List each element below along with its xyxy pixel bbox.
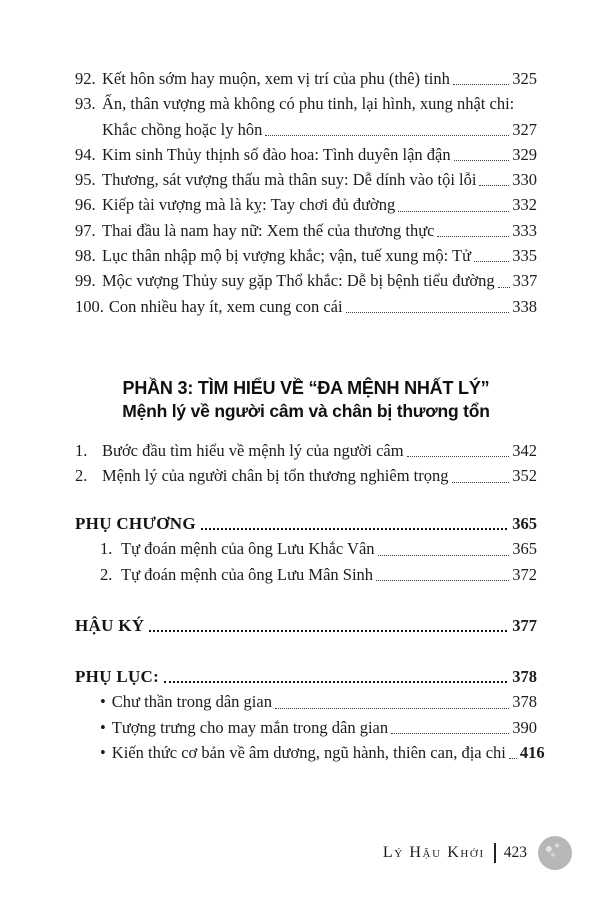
entry-title: Ấn, thân vượng mà không có phu tinh, lại hình, xung nhật chi:	[102, 94, 515, 114]
entry-page: 372	[512, 564, 537, 584]
entry-number: 99.	[75, 271, 96, 291]
page-decoration-circle-icon	[538, 836, 572, 870]
entry-number: 2.	[100, 564, 113, 584]
entry-page: 335	[512, 246, 537, 266]
toc-entry	[75, 294, 537, 319]
page-footer	[383, 833, 572, 873]
dot-leader	[391, 715, 509, 734]
toc-main-list	[75, 66, 537, 319]
entry-page: 338	[512, 296, 537, 316]
part3-title: PHẦN 3: TÌM HIỂU VỀ “ĐA MỆNH NHẤT LÝ”	[122, 378, 490, 398]
toc-entry	[75, 268, 537, 293]
toc-entry	[75, 463, 537, 488]
section-header-row	[75, 664, 537, 689]
section-title: PHỤ CHƯƠNG	[75, 514, 196, 533]
part3-subtitle: Mệnh lý về người câm và chân bị thương tổn	[122, 401, 490, 421]
toc-entry	[75, 66, 537, 91]
entry-title: Kim sinh Thủy thịnh số đào hoa: Tình duyên lận đận	[102, 144, 451, 164]
entry-page: 330	[512, 170, 537, 190]
toc-entry	[75, 91, 537, 142]
entry-page: 352	[512, 466, 537, 486]
toc-entry	[100, 536, 537, 561]
dot-leader	[346, 294, 510, 313]
toc-entry	[75, 192, 537, 217]
section-page: 365	[512, 514, 537, 533]
dot-leader	[453, 66, 509, 85]
section-page: 378	[512, 667, 537, 686]
section-title: HẬU KÝ	[75, 616, 145, 635]
entry-page: 378	[512, 692, 537, 712]
entry-number: 97.	[75, 220, 96, 240]
dot-leader	[164, 664, 507, 683]
entry-title: Lục thân nhập mộ bị vượng khắc; vận, tuế xung mộ: Tử	[102, 246, 472, 266]
entry-page: 365	[512, 539, 537, 559]
toc-entry	[75, 243, 537, 268]
entry-number: 2.	[75, 466, 88, 486]
entry-page: 390	[512, 717, 537, 737]
entry-number: 1.	[100, 539, 113, 559]
entry-title: Mệnh lý của người chân bị tổn thương nghiêm trọng	[102, 466, 449, 486]
dot-leader	[201, 511, 507, 530]
entry-title: Bước đầu tìm hiểu về mệnh lý của người câm	[102, 441, 404, 460]
entry-title: Kiến thức cơ bản về âm dương, ngũ hành, thiên can, địa chi	[111, 742, 506, 762]
entry-number: 100.	[75, 296, 104, 316]
entry-title: Kiếp tài vượng mà là kỵ: Tay chơi đủ đường	[102, 195, 396, 215]
section-header-row	[75, 511, 537, 536]
bullet-icon: •	[100, 742, 106, 762]
entry-title: Thương, sát vượng thấu mà thân suy: Dễ dính vào tội lỗi	[102, 170, 477, 190]
entry-number: 93.	[75, 94, 96, 114]
dot-leader	[509, 740, 517, 759]
dot-leader	[474, 243, 509, 262]
dot-leader	[378, 536, 510, 555]
dot-leader	[498, 268, 510, 287]
entry-page: 327	[512, 119, 537, 139]
entry-number: 1.	[75, 441, 88, 460]
toc-entry	[75, 167, 537, 192]
footer-divider	[494, 843, 496, 863]
entry-title: Tự đoán mệnh của ông Lưu Khắc Vân	[121, 539, 375, 559]
toc-entry	[75, 142, 537, 167]
dot-leader	[275, 689, 509, 708]
entry-title: Mộc vượng Thủy suy gặp Thổ khắc: Dễ bị bệnh tiểu đường	[102, 271, 495, 291]
dot-leader	[398, 192, 509, 211]
phu-chuong-section	[75, 511, 537, 587]
dot-leader	[149, 613, 507, 632]
entry-number: 96.	[75, 195, 96, 215]
dot-leader	[376, 562, 509, 581]
entry-number: 98.	[75, 246, 96, 266]
toc-entry	[100, 715, 537, 740]
entry-title: Kết hôn sớm hay muộn, xem vị trí của phu (thê) tinh	[102, 69, 450, 88]
section-header-row	[75, 613, 537, 638]
entry-title: Con nhiều hay ít, xem cung con cái	[108, 296, 343, 316]
entry-page: 342	[512, 441, 537, 460]
bullet-icon: •	[100, 717, 106, 737]
toc-entry	[75, 438, 537, 463]
entry-title: Tượng trưng cho may mắn trong dân gian	[111, 717, 389, 737]
entry-page: 416	[519, 742, 545, 762]
entry-page: 337	[512, 271, 538, 291]
entry-title: Chư thần trong dân gian	[111, 692, 272, 712]
part3-section	[75, 377, 537, 489]
entry-title: Tự đoán mệnh của ông Lưu Mân Sinh	[121, 564, 374, 584]
entry-page: 329	[512, 144, 537, 164]
footer-page-number: 423	[503, 844, 527, 861]
hau-ky-section	[75, 613, 537, 638]
dot-leader	[407, 438, 510, 457]
entry-number: 95.	[75, 170, 96, 190]
entry-page: 332	[512, 195, 537, 215]
entry-page: 325	[512, 69, 537, 88]
dot-leader	[454, 142, 510, 161]
dot-leader	[452, 463, 510, 482]
dot-leader	[479, 167, 509, 186]
entry-title-continued: Khắc chồng hoặc ly hôn	[102, 119, 263, 139]
phu-luc-section	[75, 664, 545, 765]
toc-entry	[100, 740, 545, 765]
footer-author-name: Lý Hậu Khởi	[382, 844, 485, 861]
toc-entry	[75, 218, 537, 243]
bullet-icon: •	[100, 692, 106, 712]
toc-entry	[100, 689, 537, 714]
section-title: PHỤ LỤC:	[75, 667, 160, 686]
entry-number: 94.	[75, 144, 96, 164]
dot-leader	[437, 218, 509, 237]
section-page: 377	[512, 616, 537, 635]
entry-title: Thai đầu là nam hay nữ: Xem thế của thương thực	[102, 220, 435, 240]
entry-number: 92.	[75, 69, 96, 88]
toc-entry	[100, 562, 537, 587]
entry-page: 333	[512, 220, 537, 240]
dot-leader	[265, 117, 509, 136]
